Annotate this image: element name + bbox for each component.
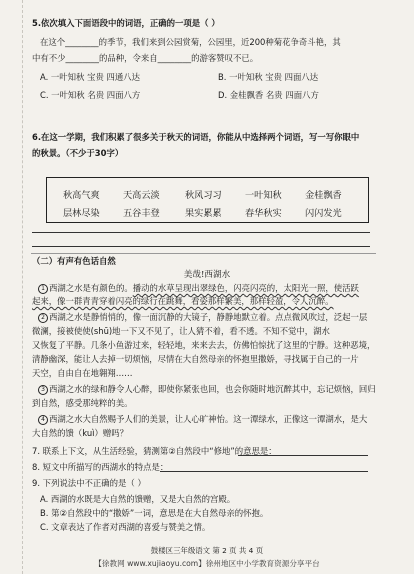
paragraph-2-line-3: 又恢复了平静。几条小鱼游过来，轻轻地，来来去去，仿佛怕惊扰了这里的宁静。这种恶境， (32, 340, 376, 350)
q9-option-a: A. 西湖的水既是大自然的馈赠，又是大自然的宫殿。 (40, 494, 236, 504)
paragraph-3-line-2: 到自然，感受那纯粹的美。 (32, 398, 133, 408)
q8-answer-line[interactable] (160, 471, 368, 472)
q5-option-c: C. 一叶知秋 名贵 四面八方 (40, 90, 141, 100)
paragraph-4-line-1: 4 西湖之水大自然赐予人们的美景，让人心旷神怡。这一潭绿水，正像这一潭湖水，是大 (38, 414, 367, 425)
word-bank-box (46, 177, 369, 223)
q6-title-line2: 的秋景。（不少于30字） (32, 148, 124, 158)
word-bank-item: 五谷丰登 (123, 208, 160, 219)
q5-title: 5.依次填入下面语段中的词语，正确的一项是（ ） (32, 18, 220, 28)
binding-margin (22, 0, 23, 574)
paragraph-2-line-1: 2 西湖之水是静悄悄的，像一面沉静的大镜子，静静地默立着。点点微风吹过，泛起一层 (38, 312, 367, 323)
paragraph-2-line-2: 微澜，接被使使(shū)地一下又不见了，让人猜不着，看不透。不知不觉中，湖水 (32, 326, 330, 336)
passage-title: 美哉!西湖水 (183, 270, 231, 280)
q6-title-line1: 6.在这一学期，我们积累了很多关于秋天的词语，你能从中选择两个词语，写一写你眼中 (32, 132, 360, 142)
section-divider (31, 253, 376, 254)
paragraph-4-line-2: 大自然的馈（kuì）赠吗？ (32, 428, 128, 438)
answer-line[interactable] (32, 232, 370, 233)
word-bank-item: 一叶知秋 (245, 190, 282, 201)
word-bank-item: 闪闪发光 (305, 208, 342, 219)
q9-title: 9. 下列说法中不正确的是（ ） (32, 478, 146, 488)
paragraph-2-line-5: 天空，自由自在地翱翔…… (32, 368, 133, 378)
paragraph-1-line-2: 起来，像一群青青穿着闪亮的绿行在跳舞，看姿那样繁美，那样轻盈，令人沉醉。 (32, 296, 334, 306)
q9-option-b: B. 第②自然段中的“撒娇”一词，意思是在大自然母亲的怀抱。 (40, 508, 269, 518)
page-footer: 鼓楼区三年级语文 第 2 页 共 4 页 (150, 546, 264, 555)
q5-option-d: D. 金桂飘香 名贵 四面八方 (218, 90, 319, 100)
paragraph-number-2: 2 (38, 313, 48, 323)
word-bank-item: 天高云淡 (123, 190, 160, 201)
q9-option-c: C. 文章表达了作者对西湖的喜爱与赞美之情。 (40, 522, 211, 532)
answer-line[interactable] (32, 246, 370, 247)
q8-prompt: 8. 短文中所描写的西湖水的特点是： (32, 462, 169, 472)
word-bank-item: 秋高气爽 (63, 190, 100, 201)
q5-line1: 在这个________的季节，我们来到公园赏菊，公园里，近200种菊花争奇斗艳，其 (40, 37, 341, 47)
word-bank-item: 秋风习习 (185, 190, 222, 201)
word-bank-item: 层林尽染 (63, 208, 100, 219)
q5-option-a: A. 一叶知秋 宝贵 四通八达 (40, 72, 140, 82)
word-bank-item: 金桂飘香 (305, 190, 342, 201)
word-bank-item: 春华秋实 (245, 208, 282, 219)
paragraph-number-3: 3 (38, 385, 48, 395)
paragraph-number-1: 1 (38, 284, 48, 294)
q5-line2: 中有不少________的品种，令来自________的游客赞叹不已。 (32, 53, 259, 63)
source-watermark: 【徐教网 www.xujiaoyu.com】徐州地区中小学教育资源分享平台 (94, 559, 320, 568)
paragraph-3-line-1: 3 西湖之水的绿和静令人心醉，即使你紧张也回，也会你随时地沉醉其中，忘记烦恼，回归 (38, 384, 376, 395)
paragraph-2-line-4: 清静幽深，能让人去掉一切烦恼，尽情在大自然母亲的怀抱里撒娇，寻找属于自己的一片 (32, 354, 359, 364)
word-bank-item: 果实累累 (185, 208, 222, 219)
q7-answer-line[interactable] (238, 455, 368, 456)
paragraph-1-line-1: 1 西湖之水是有颜色的。播动的水草呈现出翠绿色，闪亮闪亮的，太阳光一照，使活跃 (38, 283, 359, 294)
q5-option-b: B. 一叶知秋 宝贵 四面八达 (218, 72, 319, 82)
section-heading: （二）有声有色话自然 (32, 256, 116, 266)
paragraph-number-4: 4 (38, 415, 48, 425)
q7-prompt: 7. 联系上下文，从生活经验，猜测第②自然段中“修地”的意思是： (32, 446, 277, 456)
